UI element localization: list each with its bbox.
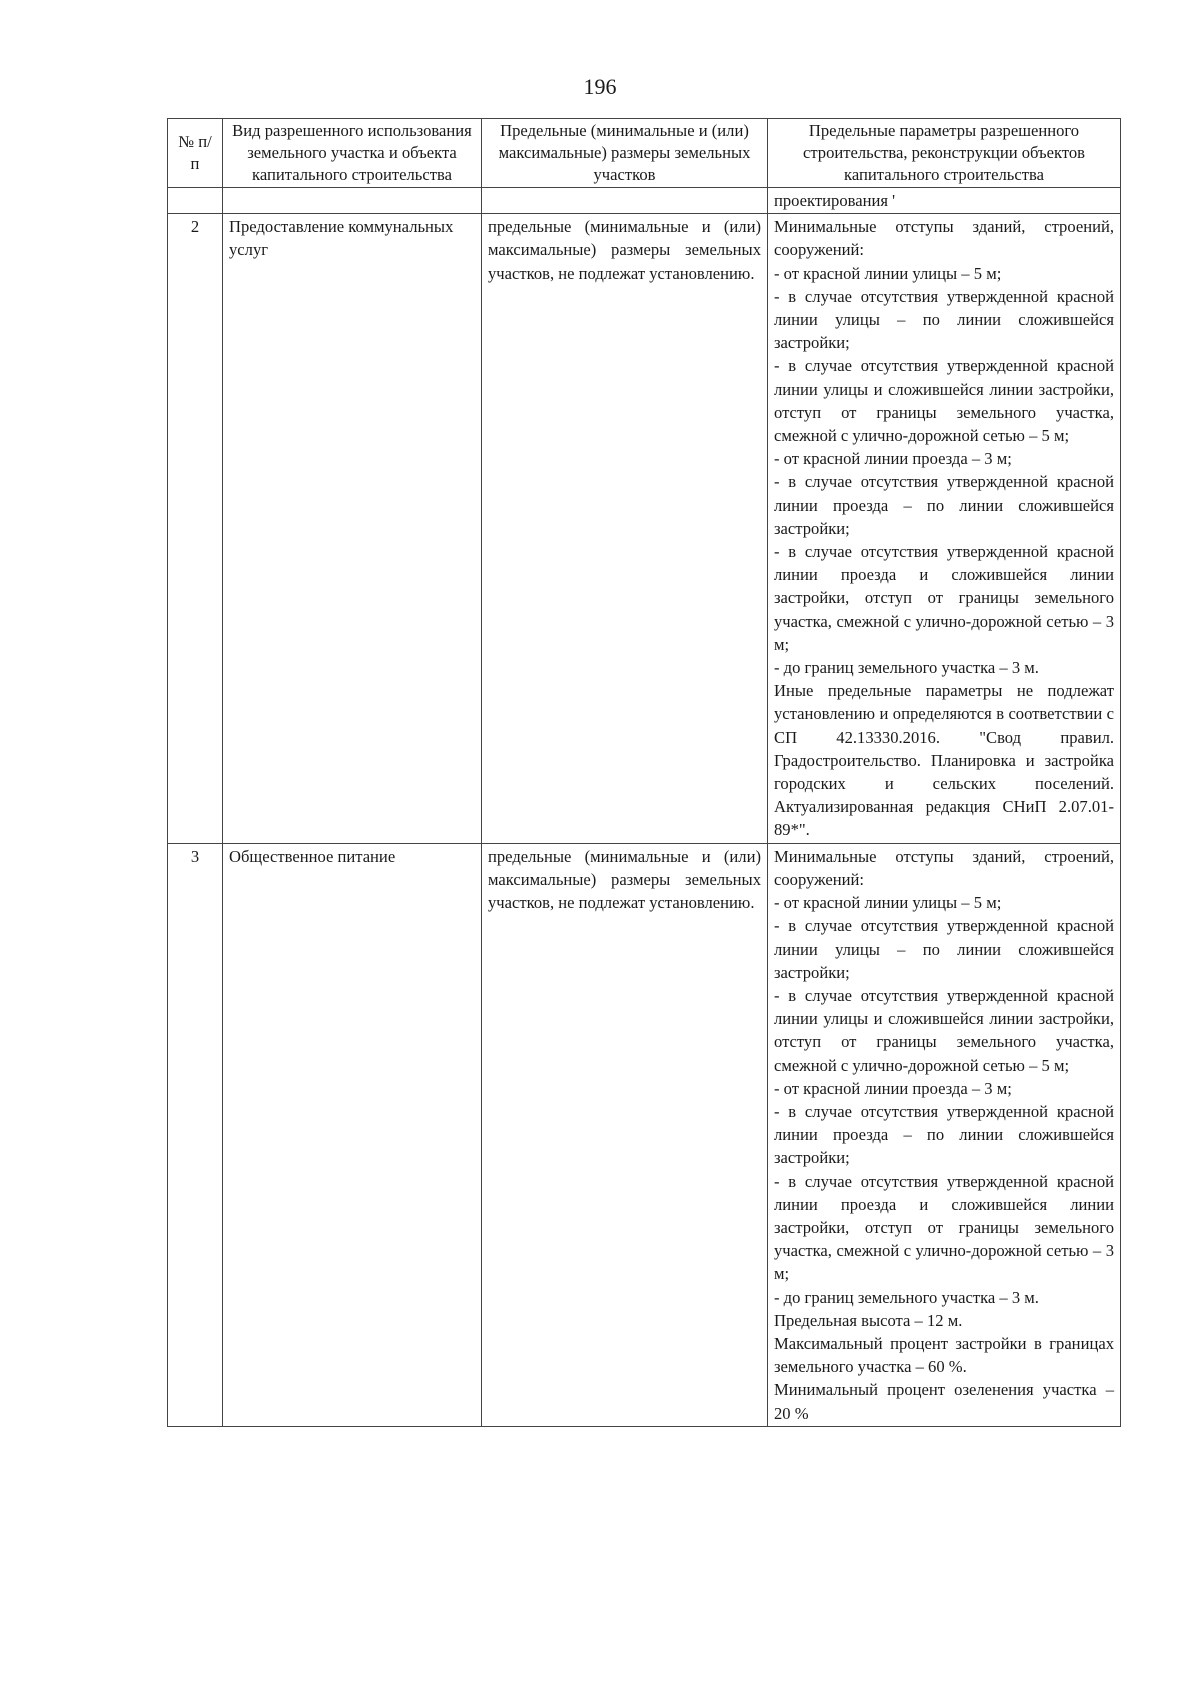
params-paragraph: - в случае отсутствия утвержденной красной линии проезда – по линии сложившейся застройки;: [774, 472, 1114, 538]
table-row: [168, 214, 1121, 843]
table-row: [168, 843, 1121, 1426]
continuation-row: [168, 188, 1121, 214]
row-params: [768, 214, 1121, 843]
row-use-type: Предоставление коммунальных услуг: [223, 214, 482, 843]
continuation-text: проектирования ': [768, 188, 1121, 214]
params-paragraph: Максимальный процент застройки в границах земельного участка – 60 %.: [774, 1333, 1114, 1377]
params-paragraph: - в случае отсутствия утвержденной красной линии улицы и сложившейся линии застройки, отступ от границы земельного участка, смежной с улично-дорожной сетью – 5 м;: [774, 985, 1114, 1075]
params-paragraph: - в случае отсутствия утвержденной красной линии проезда – по линии сложившейся застройки;: [774, 1101, 1114, 1168]
row-plot-size: предельные (минимальные и (или) максимальные) размеры земельных участков, не подлежат установлению.: [482, 843, 768, 1426]
page-number: 196: [583, 74, 617, 99]
header-use-type: Вид разрешенного использования земельного участка и объекта капитального строительства: [223, 119, 482, 188]
row-use-type: Общественное питание: [223, 843, 482, 1426]
params-paragraph: - до границ земельного участка – 3 м.: [774, 658, 1039, 678]
regulations-table: [167, 118, 1121, 1427]
params-paragraph: - в случае отсутствия утвержденной красной линии улицы – по линии сложившейся застройки;: [774, 286, 1114, 353]
params-paragraph: Предельная высота – 12 м.: [774, 1310, 963, 1330]
params-paragraph: - от красной линии проезда – 3 м;: [774, 449, 1012, 469]
params-paragraph: Минимальные отступы зданий, строений, сооружений:: [774, 217, 1114, 260]
header-plot-size: Предельные (минимальные и (или) максимальные) размеры земельных участков: [482, 119, 768, 188]
row-plot-size: предельные (минимальные и (или) максимальные) размеры земельных участков, не подлежат установлению.: [482, 214, 768, 843]
params-paragraph: - в случае отсутствия утвержденной красной линии проезда и сложившейся линии застройки, отступ от границы земельного участка, смежной с улично-дорожной сетью – 3 м;: [774, 542, 1114, 654]
params-paragraph: - до границ земельного участка – 3 м.: [774, 1287, 1039, 1307]
params-paragraph: Иные предельные параметры не подлежат установлению и определяются в соответствии с СП 42.13330.2016. "Свод правил. Градостроительство. Планировка и застройка городских и сельских поселений. Актуализированная редакция СНиП 2.07.01-89*".: [774, 681, 1114, 840]
params-paragraph: Минимальный процент озеленения участка – 20 %: [774, 1380, 1114, 1423]
params-paragraph: - от красной линии улицы – 5 м;: [774, 263, 1002, 283]
row-number: 3: [168, 843, 223, 1426]
header-number: № п/п: [168, 119, 223, 188]
params-paragraph: - в случае отсутствия утвержденной красной линии улицы – по линии сложившейся застройки;: [774, 916, 1114, 982]
params-paragraph: - от красной линии улицы – 5 м;: [774, 893, 1002, 913]
row-params: [768, 843, 1121, 1426]
row-number: 2: [168, 214, 223, 843]
header-params: Предельные параметры разрешенного строительства, реконструкции объектов капитального строительства: [768, 119, 1121, 188]
params-paragraph: Минимальные отступы зданий, строений, сооружений:: [774, 846, 1114, 889]
table-header-row: [168, 119, 1121, 188]
params-paragraph: - от красной линии проезда – 3 м;: [774, 1078, 1012, 1098]
params-paragraph: - в случае отсутствия утвержденной красной линии улицы и сложившейся линии застройки, отступ от границы земельного участка, смежной с улично-дорожной сетью – 5 м;: [774, 356, 1114, 446]
params-paragraph: - в случае отсутствия утвержденной красной линии проезда и сложившейся линии застройки, отступ от границы земельного участка, смежной с улично-дорожной сетью – 3 м;: [774, 1171, 1114, 1284]
